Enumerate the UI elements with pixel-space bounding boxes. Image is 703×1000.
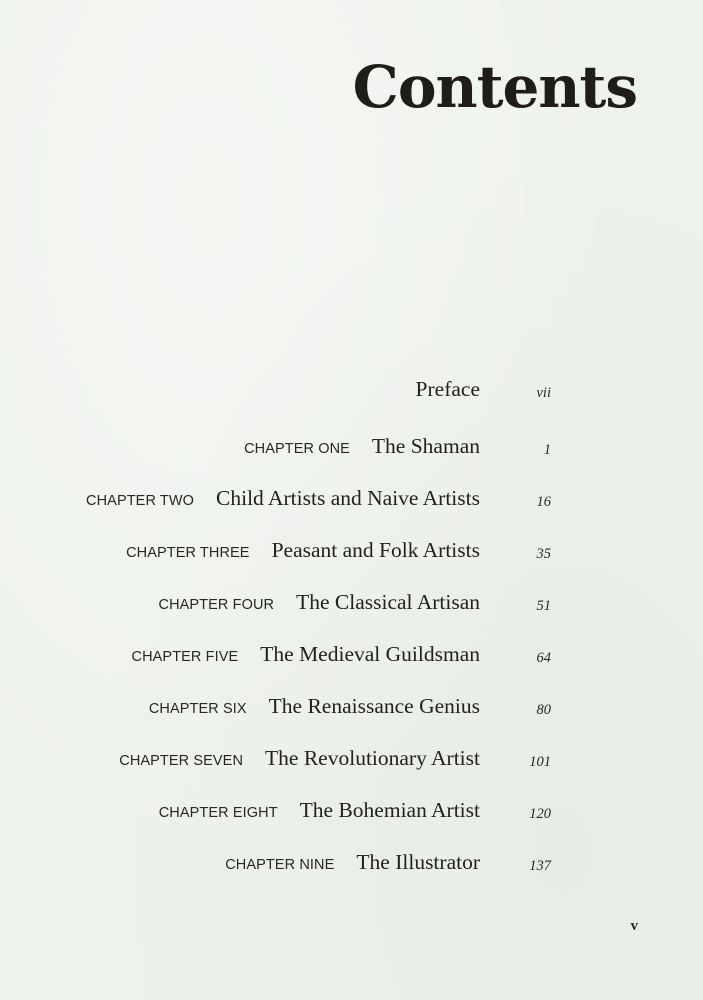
- chapter-title: The Classical Artisan: [296, 590, 480, 614]
- toc-entry-chapter-eight: [0, 791, 703, 831]
- toc-entry-chapter-nine: [0, 843, 703, 883]
- toc-entry-label: [86, 486, 480, 511]
- chapter-number: CHAPTER FIVE: [131, 649, 239, 665]
- page-number: 1: [543, 442, 551, 458]
- chapter-number: CHAPTER FOUR: [158, 597, 275, 613]
- chapter-title: Peasant and Folk Artists: [271, 538, 480, 562]
- chapter-title: The Renaissance Genius: [268, 694, 480, 718]
- toc-entry-chapter-two: [0, 479, 703, 519]
- toc-entry-label: [119, 746, 480, 771]
- toc-entry-chapter-three: [0, 531, 703, 571]
- toc-entry-label: [132, 642, 480, 667]
- chapter-title: The Shaman: [371, 434, 480, 458]
- page-number: 35: [536, 546, 551, 562]
- toc-entry-label: [159, 798, 480, 823]
- chapter-title: The Illustrator: [356, 850, 480, 874]
- toc-entry-label: [225, 850, 480, 875]
- page-number: 16: [536, 494, 551, 510]
- page-heading: Contents: [352, 53, 637, 121]
- chapter-title: The Medieval Guildsman: [260, 642, 480, 666]
- toc-entry-chapter-five: [0, 635, 703, 675]
- toc-entry-chapter-four: [0, 583, 703, 623]
- page-number: 137: [529, 858, 551, 874]
- chapter-title: Child Artists and Naive Artists: [216, 486, 480, 510]
- page-number: 120: [529, 806, 551, 822]
- page-number: 51: [536, 598, 551, 614]
- chapter-number: CHAPTER SIX: [148, 701, 247, 717]
- toc-entry-label: [244, 434, 480, 459]
- chapter-number: CHAPTER NINE: [225, 857, 335, 873]
- page-number: 101: [529, 754, 551, 770]
- chapter-title: Preface: [415, 377, 480, 401]
- toc-entry-label: [126, 538, 480, 563]
- toc-entry-label: [159, 590, 481, 615]
- toc-entry-chapter-one: [0, 427, 703, 467]
- chapter-title: The Bohemian Artist: [299, 798, 480, 822]
- toc-entry-label: [416, 377, 480, 402]
- chapter-number: CHAPTER THREE: [126, 545, 250, 561]
- page-number: 64: [536, 650, 551, 666]
- toc-entry-label: [149, 694, 480, 719]
- page-number: vii: [536, 385, 551, 401]
- chapter-number: CHAPTER EIGHT: [158, 805, 278, 821]
- chapter-number: CHAPTER TWO: [86, 493, 195, 509]
- page-folio: v: [630, 918, 638, 934]
- chapter-number: CHAPTER ONE: [244, 441, 350, 457]
- page-number: 80: [536, 702, 551, 718]
- toc-entry-preface: [0, 370, 703, 410]
- chapter-title: The Revolutionary Artist: [265, 746, 480, 770]
- chapter-number: CHAPTER SEVEN: [119, 753, 244, 769]
- toc-entry-chapter-six: [0, 687, 703, 727]
- toc-entry-chapter-seven: [0, 739, 703, 779]
